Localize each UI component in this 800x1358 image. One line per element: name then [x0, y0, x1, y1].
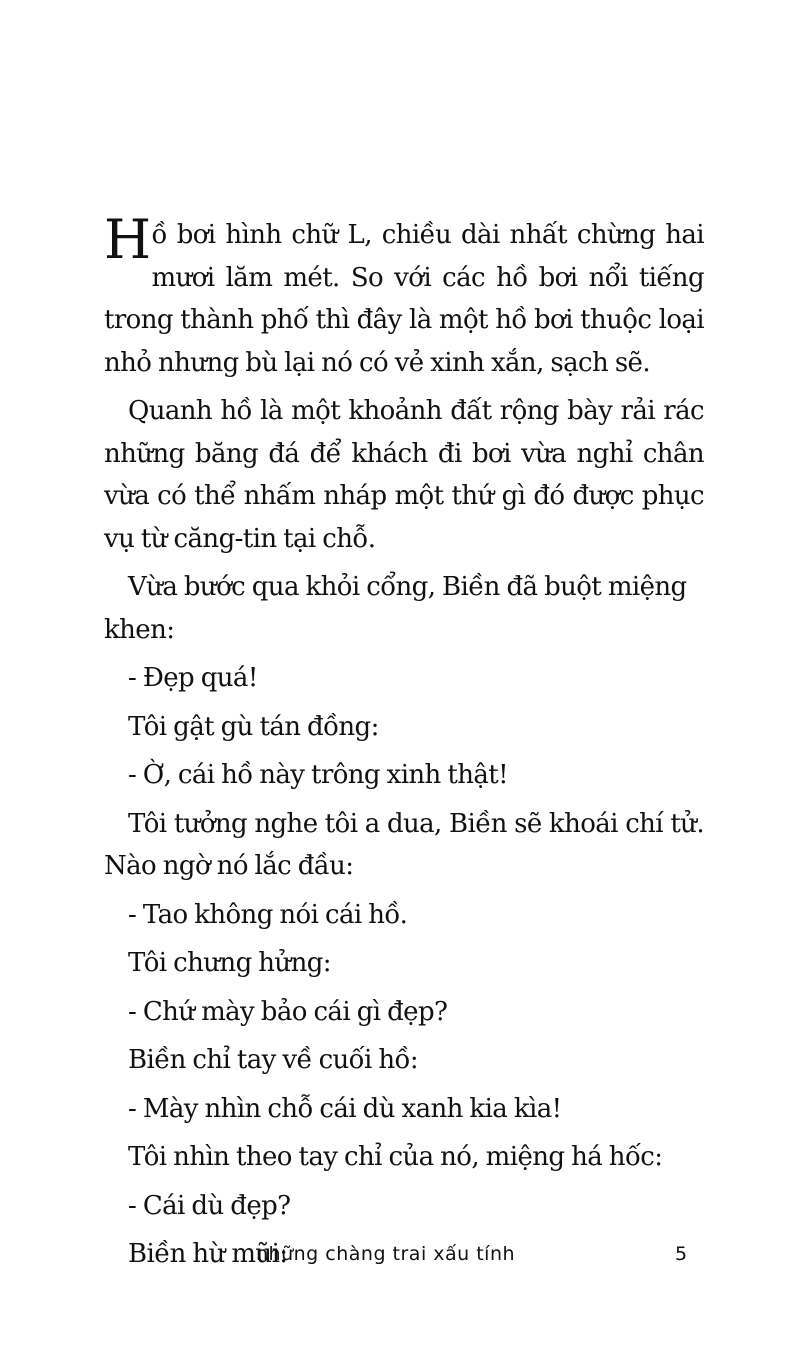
- body-text: [104, 208, 704, 1276]
- paragraph-5: Tôi gật gù tán đồng:: [128, 711, 379, 742]
- paragraph-3: Vừa bước qua khỏi cổng, Biền đã buột miệng khen:: [104, 572, 687, 645]
- paragraph-15: Biền hừ mũi:: [128, 1239, 288, 1269]
- paragraph-14: - Cái dù đẹp?: [128, 1190, 291, 1221]
- paragraph-1: [104, 208, 704, 384]
- paragraph-6: - Ờ, cái hồ này trông xinh thật!: [128, 760, 508, 790]
- paragraph-7: Tôi tưởng nghe tôi a dua, Biền sẽ khoái chí tử. Nào ngờ nó lắc đầu:: [104, 808, 704, 881]
- paragraph-13: Tôi nhìn theo tay chỉ của nó, miệng há hốc:: [128, 1142, 663, 1172]
- paragraph-11: Biền chỉ tay về cuối hồ:: [128, 1045, 418, 1075]
- paragraph-2: Quanh hồ là một khoảnh đất rộng bày rải rác những băng đá để khách đi bơi vừa nghỉ chân vừa có thể nhấm nháp một thứ gì đó được phục vụ từ căng-tin tại chỗ.: [104, 396, 704, 554]
- paragraph-1-text: ồ bơi hình chữ L, chiều dài nhất chừng hai mươi lăm mét. So với các hồ bơi nổi tiếng trong thành phố thì đây là một hồ bơi thuộc loại nhỏ nhưng bù lại nó có vẻ xinh xắn, sạch sẽ.: [104, 220, 704, 378]
- drop-cap: H: [104, 208, 151, 271]
- page-number: 5: [675, 1243, 688, 1265]
- paragraph-8: - Tao không nói cái hồ.: [128, 899, 408, 930]
- paragraph-10: - Chứ mày bảo cái gì đẹp?: [128, 996, 448, 1027]
- paragraph-4: - Đẹp quá!: [128, 663, 258, 693]
- running-footer-title: những chàng trai xấu tính: [256, 1243, 516, 1265]
- paragraph-9: Tôi chưng hửng:: [128, 948, 331, 978]
- paragraph-12: - Mày nhìn chỗ cái dù xanh kia kìa!: [128, 1093, 562, 1124]
